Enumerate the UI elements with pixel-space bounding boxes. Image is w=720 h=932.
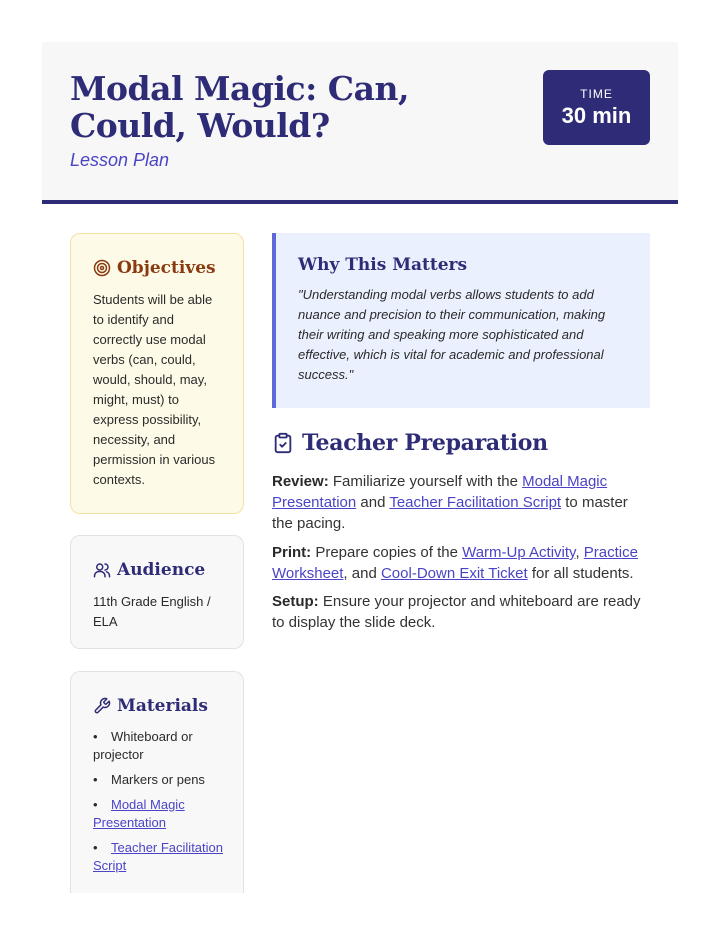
- page-subtitle: Lesson Plan: [70, 150, 170, 170]
- objectives-text: Students will be able to identify and correctly use modal verbs (can, could, would, should, may, might, must) to express possibility, necessity, and permission in various contexts.: [93, 292, 216, 487]
- setup-text: Ensure your projector and whiteboard are ready to display the slide deck.: [272, 593, 641, 631]
- clipboard-check-icon: [272, 432, 294, 454]
- review-text: and: [360, 494, 386, 511]
- audience-heading: [93, 560, 243, 580]
- objectives-title: Objectives: [117, 258, 216, 278]
- time-label: TIME: [580, 87, 613, 101]
- time-value: 30 min: [561, 103, 632, 128]
- print-label: Print:: [272, 544, 312, 561]
- review-label: Review:: [272, 473, 329, 490]
- list-item: • Teacher Facilitation Script: [93, 840, 223, 873]
- teacher-preparation-heading: [272, 430, 548, 456]
- teacher-preparation-title: Teacher Preparation: [302, 430, 548, 456]
- print-text: for all students.: [531, 565, 634, 582]
- target-icon: [93, 259, 111, 277]
- objectives-card: [70, 233, 244, 514]
- print-text: ,: [575, 544, 580, 561]
- audience-title: Audience: [117, 560, 206, 580]
- warm-up-activity-link[interactable]: Warm-Up Activity: [462, 544, 576, 561]
- review-text: Familiarize yourself with the: [332, 473, 518, 490]
- modal-magic-presentation-link[interactable]: Modal Magic Presentation: [272, 473, 608, 511]
- page-title: Modal Magic: Can, Could, Would?: [70, 69, 409, 145]
- setup-label: Setup:: [272, 593, 319, 610]
- cool-down-exit-ticket-link[interactable]: Cool-Down Exit Ticket: [380, 565, 528, 582]
- why-quote: "Understanding modal verbs allows students to add nuance and precision to their communication, making their writing and speaking more sophisticated and effective, which is vital for academic and professional success.": [298, 287, 606, 382]
- prep-review: [272, 471, 652, 534]
- materials-title: Materials: [117, 696, 208, 716]
- material-text: Whiteboard or projector: [93, 729, 193, 762]
- audience-card: [70, 535, 244, 649]
- why-title: Why This Matters: [298, 255, 468, 275]
- materials-list: [93, 728, 229, 875]
- prep-print: [272, 542, 652, 584]
- practice-worksheet-link[interactable]: Practice Worksheet: [272, 544, 638, 582]
- review-text: to master the pacing.: [272, 494, 628, 532]
- audience-text: 11th Grade English / ELA: [93, 594, 211, 629]
- lesson-header: [42, 42, 678, 204]
- print-text: , and: [343, 565, 377, 582]
- users-icon: [93, 561, 111, 579]
- list-item: • Markers or pens: [93, 772, 205, 787]
- objectives-heading: [93, 258, 243, 278]
- material-text: Markers or pens: [111, 772, 205, 787]
- teacher-facilitation-script-link[interactable]: Teacher Facilitation Script: [93, 840, 223, 873]
- teacher-facilitation-script-link[interactable]: Teacher Facilitation Script: [389, 494, 562, 511]
- time-badge: [543, 70, 650, 145]
- why-this-matters-callout: [272, 233, 650, 408]
- list-item: • Whiteboard or projector: [93, 729, 193, 762]
- list-item: • Modal Magic Presentation: [93, 797, 185, 830]
- wrench-icon: [93, 697, 111, 715]
- prep-setup: [272, 591, 652, 633]
- print-text: Prepare copies of the: [315, 544, 458, 561]
- materials-heading: [93, 696, 243, 716]
- modal-magic-presentation-link[interactable]: Modal Magic Presentation: [93, 797, 185, 830]
- materials-card: [70, 671, 244, 893]
